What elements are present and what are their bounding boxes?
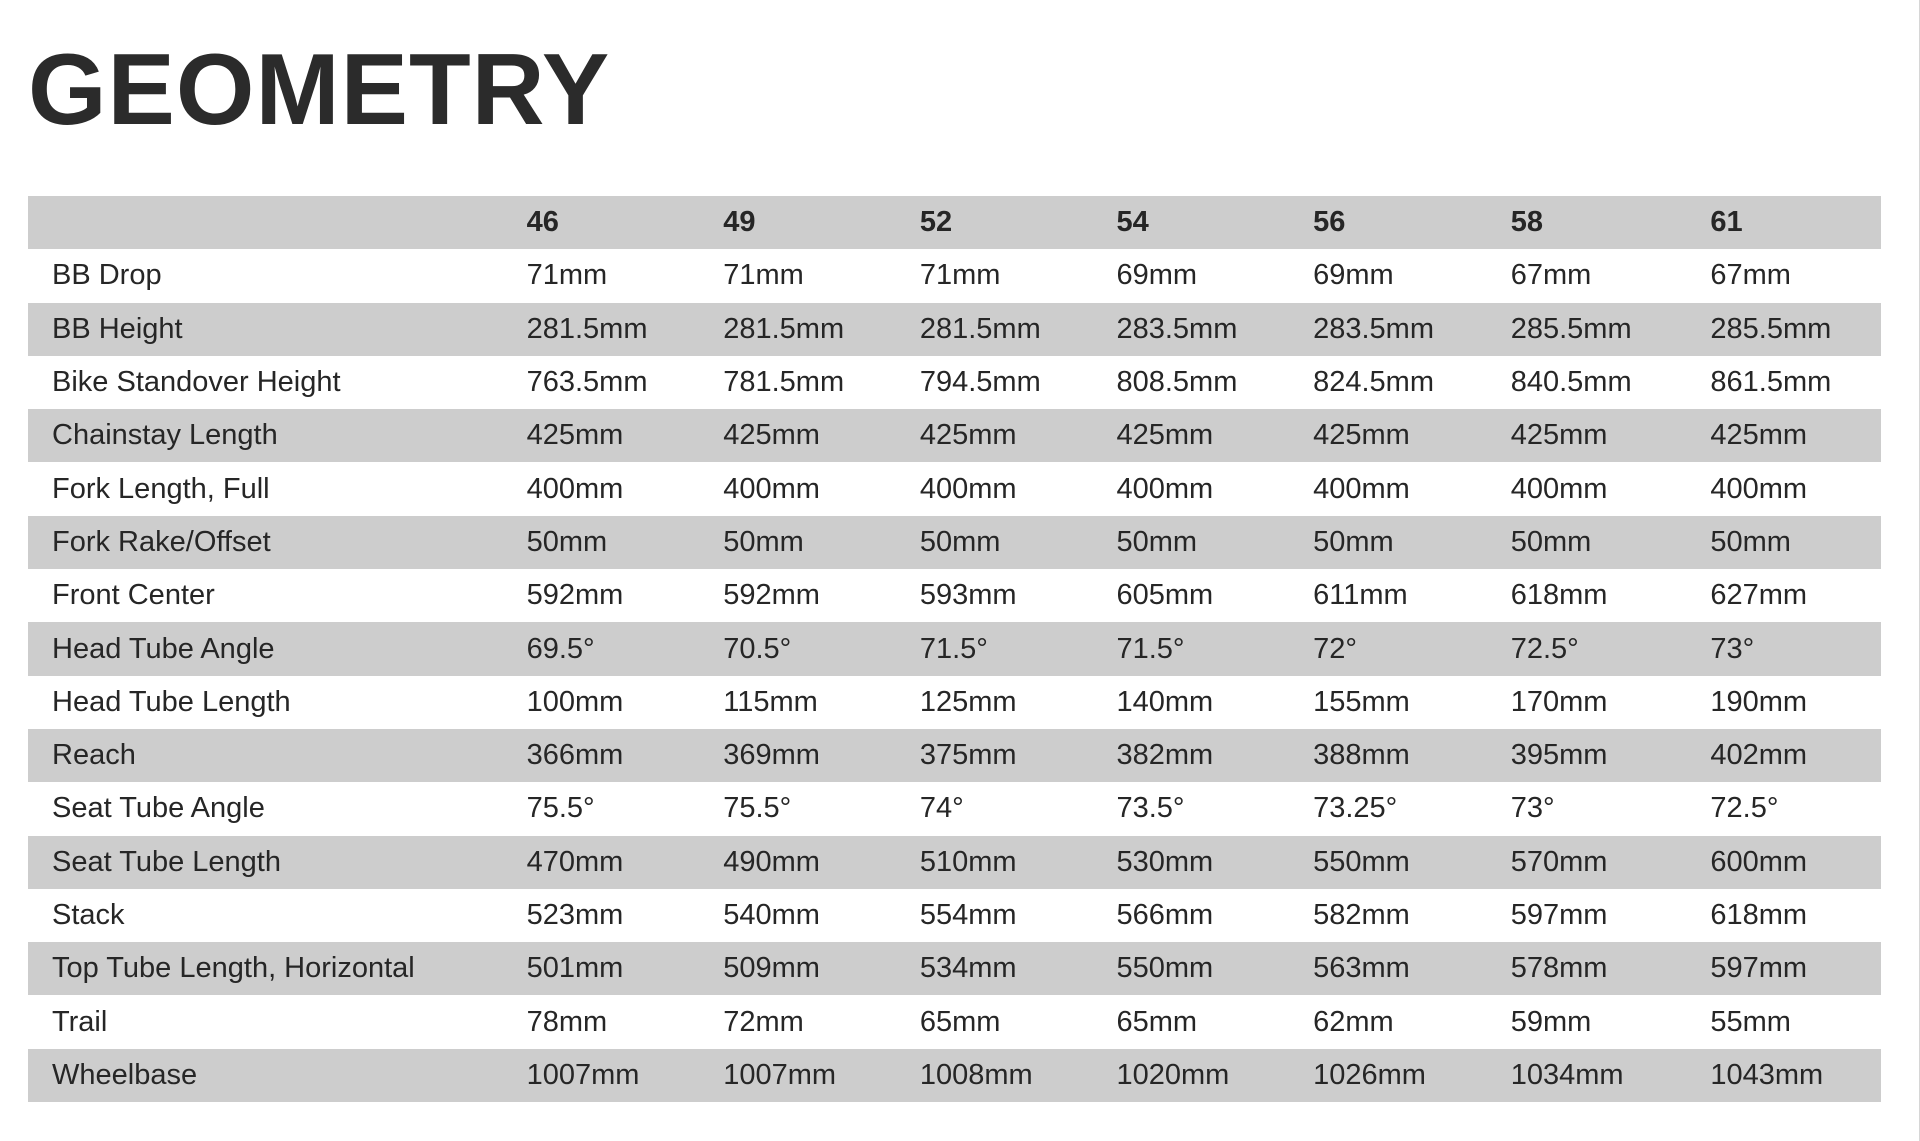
size-header: 58 [1510, 206, 1543, 239]
table-cell: 395mm [1510, 739, 1608, 772]
table-cell: 530mm [1116, 845, 1214, 878]
table-cell: 55mm [1710, 1005, 1791, 1038]
table-cell: 1020mm [1116, 1058, 1230, 1091]
table-cell: 71.5° [919, 632, 988, 665]
table-row [28, 836, 1881, 889]
table-cell: 75.5° [526, 792, 595, 825]
table-cell: 618mm [1710, 899, 1808, 931]
table-cell: 78mm [526, 1005, 608, 1038]
table-cell: 1007mm [723, 1058, 837, 1091]
table-cell: 50mm [723, 525, 804, 558]
page-title: GEOMETRY [28, 34, 611, 146]
table-cell: 605mm [1116, 579, 1214, 612]
table-cell: 285.5mm [1710, 312, 1832, 345]
row-label: Stack [52, 899, 125, 931]
table-cell: 402mm [1710, 739, 1808, 772]
size-header: 56 [1313, 206, 1346, 239]
row-label: Bike Standover Height [52, 366, 341, 399]
table-cell: 100mm [526, 685, 624, 718]
table-cell: 50mm [919, 525, 1001, 558]
table-cell: 1007mm [526, 1058, 640, 1091]
table-cell: 400mm [1313, 472, 1410, 505]
table-cell: 73° [1510, 792, 1555, 825]
table-cell: 861.5mm [1710, 366, 1832, 399]
table-cell: 71mm [919, 259, 1001, 292]
table-cell: 140mm [1116, 685, 1214, 718]
table-cell: 281.5mm [919, 312, 1041, 345]
table-row [28, 622, 1881, 675]
table-cell: 840.5mm [1510, 366, 1632, 399]
table-cell: 67mm [1710, 259, 1791, 292]
row-label: Front Center [52, 579, 215, 612]
table-cell: 65mm [919, 1005, 1001, 1038]
table-row [28, 569, 1881, 622]
table-cell: 611mm [1313, 579, 1408, 612]
table-cell: 578mm [1510, 952, 1608, 985]
table-cell: 425mm [1313, 419, 1410, 452]
table-cell: 534mm [919, 952, 1017, 985]
table-cell: 566mm [1116, 899, 1214, 931]
table-cell: 425mm [526, 419, 624, 452]
table-cell: 425mm [1510, 419, 1608, 452]
corner-header-cell [28, 196, 527, 249]
table-cell: 470mm [526, 845, 624, 878]
table-cell: 73.25° [1313, 792, 1398, 825]
table-cell: 283.5mm [1116, 312, 1238, 345]
table-cell: 50mm [1710, 525, 1791, 558]
table-cell: 67mm [1510, 259, 1592, 292]
table-cell: 1043mm [1710, 1058, 1824, 1091]
table-cell: 65mm [1116, 1005, 1198, 1038]
table-cell: 190mm [1710, 685, 1808, 718]
table-row [28, 676, 1881, 729]
table-cell: 400mm [1116, 472, 1214, 505]
table-row [28, 729, 1881, 782]
table-cell: 1026mm [1313, 1058, 1426, 1091]
table-cell: 115mm [723, 685, 818, 718]
table-cell: 763.5mm [526, 366, 648, 399]
table-cell: 71mm [526, 259, 608, 292]
geometry-table-body [28, 249, 1881, 1102]
geometry-table [28, 196, 1881, 1102]
row-label: Trail [52, 1005, 108, 1038]
table-cell: 570mm [1510, 845, 1608, 878]
row-label: Top Tube Length, Horizontal [52, 952, 415, 985]
row-label: Chainstay Length [52, 419, 278, 452]
table-cell: 1034mm [1510, 1058, 1624, 1091]
table-cell: 400mm [526, 472, 624, 505]
table-cell: 155mm [1313, 685, 1410, 718]
table-cell: 510mm [919, 845, 1017, 878]
table-cell: 69.5° [526, 632, 595, 665]
table-cell: 71mm [723, 259, 804, 292]
table-cell: 69mm [1116, 259, 1198, 292]
table-cell: 50mm [1313, 525, 1394, 558]
table-cell: 490mm [723, 845, 820, 878]
row-label: BB Height [52, 312, 183, 345]
table-row [28, 942, 1881, 995]
table-row [28, 889, 1881, 942]
table-row [28, 1049, 1881, 1102]
table-cell: 627mm [1710, 579, 1808, 612]
table-row [28, 462, 1881, 515]
table-row [28, 782, 1881, 835]
table-cell: 72.5° [1510, 632, 1579, 665]
table-header-row [28, 196, 1881, 249]
size-header: 46 [526, 206, 559, 239]
row-label: Head Tube Length [52, 685, 291, 718]
table-cell: 375mm [919, 739, 1017, 772]
table-cell: 501mm [526, 952, 624, 985]
table-cell: 592mm [723, 579, 820, 612]
table-cell: 285.5mm [1510, 312, 1632, 345]
table-cell: 400mm [919, 472, 1017, 505]
table-cell: 281.5mm [723, 312, 845, 345]
table-cell: 618mm [1510, 579, 1608, 612]
table-cell: 366mm [526, 739, 624, 772]
table-cell: 592mm [526, 579, 624, 612]
table-cell: 597mm [1510, 899, 1608, 931]
table-cell: 369mm [723, 739, 820, 772]
size-header: 54 [1116, 206, 1149, 239]
table-cell: 125mm [919, 685, 1017, 718]
row-label: Fork Length, Full [52, 472, 270, 505]
table-cell: 540mm [723, 899, 820, 931]
table-cell: 425mm [1710, 419, 1808, 452]
table-cell: 72.5° [1710, 792, 1779, 825]
table-cell: 1008mm [919, 1058, 1033, 1091]
table-cell: 509mm [723, 952, 820, 985]
row-label: Seat Tube Angle [52, 792, 265, 825]
table-row [28, 516, 1881, 569]
table-cell: 281.5mm [526, 312, 648, 345]
row-label: Fork Rake/Offset [52, 525, 271, 558]
table-row [28, 249, 1881, 302]
table-cell: 597mm [1710, 952, 1808, 985]
table-cell: 794.5mm [919, 366, 1041, 399]
table-cell: 72° [1313, 632, 1357, 665]
table-cell: 563mm [1313, 952, 1410, 985]
table-cell: 425mm [723, 419, 820, 452]
table-cell: 523mm [526, 899, 624, 931]
table-cell: 59mm [1510, 1005, 1592, 1038]
table-cell: 50mm [1116, 525, 1198, 558]
table-cell: 283.5mm [1313, 312, 1434, 345]
table-cell: 824.5mm [1313, 366, 1434, 399]
table-cell: 388mm [1313, 739, 1410, 772]
size-header: 49 [723, 206, 756, 239]
table-cell: 425mm [919, 419, 1017, 452]
table-cell: 74° [919, 792, 964, 825]
size-header: 61 [1710, 206, 1743, 239]
table-row [28, 356, 1881, 409]
table-row [28, 409, 1881, 462]
table-cell: 400mm [1510, 472, 1608, 505]
table-row [28, 303, 1881, 356]
table-cell: 593mm [919, 579, 1017, 612]
table-cell: 50mm [526, 525, 608, 558]
table-cell: 50mm [1510, 525, 1592, 558]
size-header: 52 [919, 206, 953, 239]
table-cell: 382mm [1116, 739, 1214, 772]
table-row [28, 995, 1881, 1048]
row-label: Head Tube Angle [52, 632, 275, 665]
table-cell: 62mm [1313, 1005, 1394, 1038]
table-cell: 550mm [1313, 845, 1410, 878]
table-cell: 550mm [1116, 952, 1214, 985]
table-cell: 600mm [1710, 845, 1808, 878]
table-cell: 400mm [723, 472, 820, 505]
table-cell: 73.5° [1116, 792, 1185, 825]
row-label: BB Drop [52, 259, 162, 292]
row-label: Seat Tube Length [52, 845, 281, 878]
table-cell: 400mm [1710, 472, 1808, 505]
table-cell: 69mm [1313, 259, 1394, 292]
table-cell: 71.5° [1116, 632, 1185, 665]
row-label: Wheelbase [52, 1058, 198, 1091]
table-cell: 425mm [1116, 419, 1214, 452]
table-cell: 582mm [1313, 899, 1410, 931]
table-cell: 72mm [723, 1005, 804, 1038]
table-cell: 75.5° [723, 792, 792, 825]
table-cell: 554mm [919, 899, 1017, 931]
table-cell: 170mm [1510, 685, 1608, 718]
row-label: Reach [52, 739, 136, 772]
table-cell: 70.5° [723, 632, 792, 665]
table-cell: 73° [1710, 632, 1755, 665]
table-cell: 781.5mm [723, 366, 845, 399]
table-cell: 808.5mm [1116, 366, 1238, 399]
